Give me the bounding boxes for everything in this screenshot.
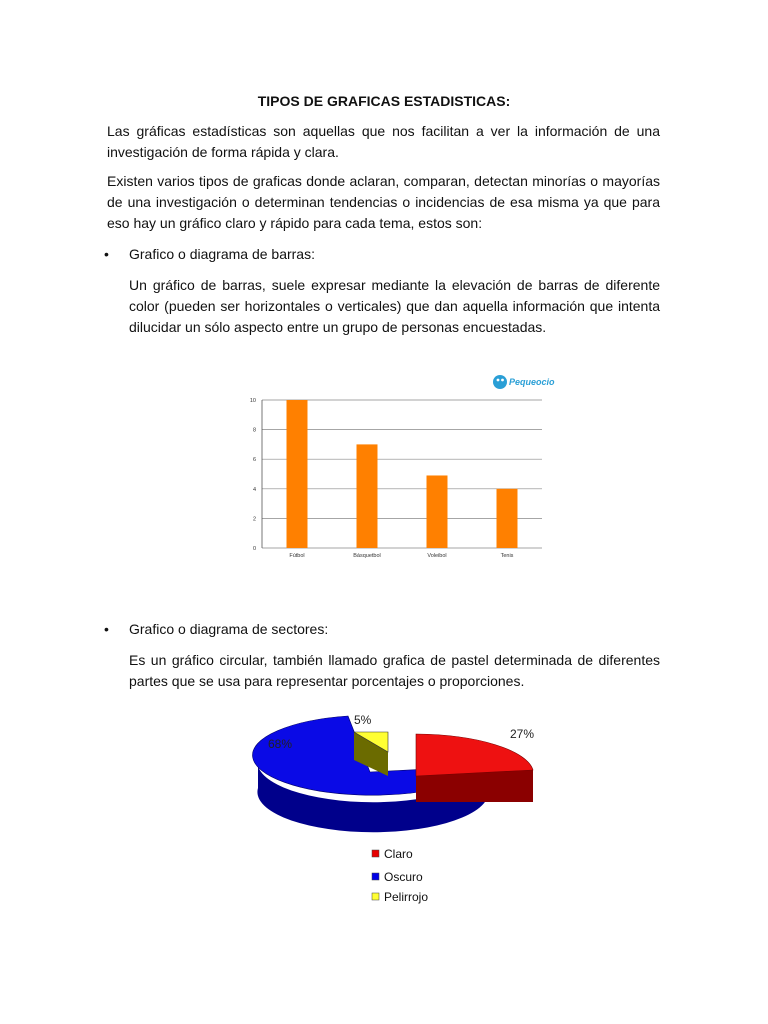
bullet-dot: • xyxy=(104,246,109,262)
pie-label-pelirrojo: 5% xyxy=(354,713,372,727)
legend-label-claro: Claro xyxy=(384,847,413,861)
y-tick-label: 6 xyxy=(252,457,256,464)
bar-voleibol xyxy=(427,475,448,548)
pie-label-claro: 27% xyxy=(510,727,535,741)
intro-paragraph: Las gráficas estadísticas son aquellas que nos facilitan a ver la información de una investigación de forma rápida y clara. xyxy=(107,123,660,160)
types-intro-paragraph: Existen varios tipos de graficas donde aclaran, comparan, detectan minorías o mayorías de una investigación o determinan tendencias o incidencias de esa misma ya que para eso hay un gráfico claro y rápido para cada tema, estos son: xyxy=(107,173,660,231)
bar-tenis xyxy=(497,489,518,548)
y-tick-label: 8 xyxy=(252,427,256,434)
logo-mascot-icon xyxy=(493,375,507,389)
bar-chart-bars xyxy=(287,400,518,548)
logo xyxy=(493,375,555,389)
x-tick-label: Básquetbol xyxy=(353,553,381,559)
pie-heading: Grafico o diagrama de sectores: xyxy=(129,621,329,637)
y-tick-label: 4 xyxy=(252,486,256,493)
legend-label-pelirrojo: Pelirrojo xyxy=(384,890,429,904)
bar-chart-y-ticks xyxy=(250,398,256,552)
bullet-pie xyxy=(104,619,329,640)
bar-básquetbol xyxy=(357,444,378,548)
pie-label-oscuro: 68% xyxy=(268,737,293,751)
pie-paragraph: Es un gráfico circular, también llamado grafica de pastel determinada de diferentes partes que se usa para representar porcentajes o proporciones. xyxy=(129,652,660,689)
bar-fútbol xyxy=(287,400,308,548)
bullet-bars xyxy=(104,244,315,265)
bar-chart xyxy=(236,368,556,568)
document-title: TIPOS DE GRAFICAS ESTADISTICAS: xyxy=(257,93,511,109)
y-tick-label: 10 xyxy=(249,398,256,404)
y-tick-label: 0 xyxy=(252,546,256,552)
y-tick-label: 2 xyxy=(252,516,256,523)
legend-swatch-oscuro xyxy=(372,873,379,880)
bullet-dot: • xyxy=(104,621,109,637)
legend-swatch-claro xyxy=(372,850,379,857)
legend-label-oscuro: Oscuro xyxy=(384,870,423,884)
pie-legend xyxy=(372,847,428,904)
bars-paragraph: Un gráfico de barras, suele expresar mediante la elevación de barras de diferente color (pueden ser horizontales o verticales) que dan aquella información que intenta dilucidar un sólo aspecto entre un grupo de personas encuestadas. xyxy=(129,277,660,335)
bar-chart-x-ticks xyxy=(289,553,513,559)
x-tick-label: Fútbol xyxy=(289,553,305,559)
bars-heading: Grafico o diagrama de barras: xyxy=(129,246,315,262)
x-tick-label: Voleibol xyxy=(427,553,447,559)
legend-swatch-pelirrojo xyxy=(372,893,379,900)
x-tick-label: Tenis xyxy=(500,553,514,559)
logo-text: Pequeocio xyxy=(509,377,555,387)
pie-chart xyxy=(248,706,548,912)
